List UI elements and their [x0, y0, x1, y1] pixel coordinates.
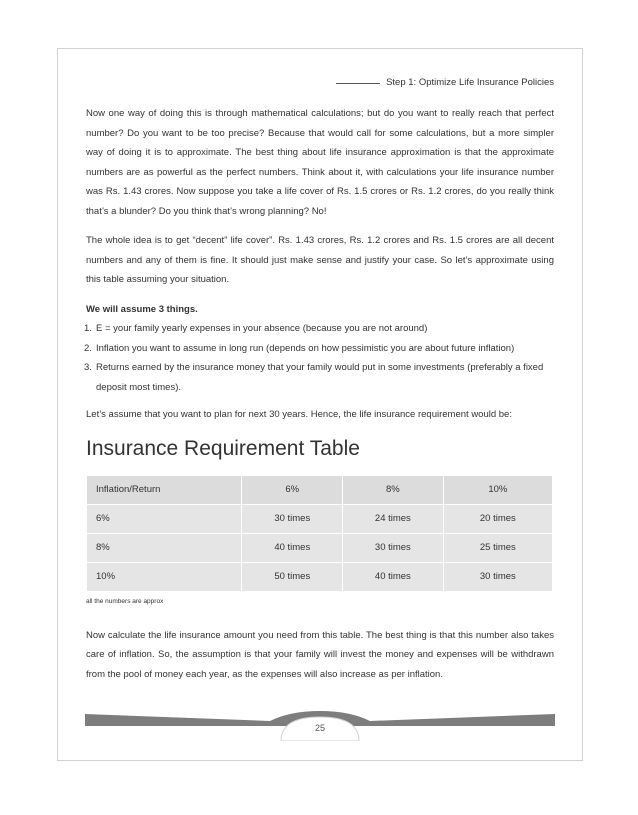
header-rule — [336, 83, 380, 84]
table-cell: 30 times — [343, 533, 444, 562]
table-row — [87, 562, 553, 591]
table-header-row — [87, 475, 553, 504]
running-header — [58, 77, 554, 88]
table-cell: 25 times — [443, 533, 552, 562]
list-text: E = your family yearly expenses in your absence (because you are not around) — [96, 323, 428, 334]
header-title: Step 1: Optimize Life Insurance Policies — [386, 77, 554, 88]
table-cell: 8% — [87, 533, 242, 562]
table-header-cell: 6% — [242, 475, 343, 504]
table-cell: 40 times — [242, 533, 343, 562]
table-cell: 20 times — [443, 504, 552, 533]
list-number: 2. — [84, 342, 92, 354]
table-row — [87, 533, 553, 562]
document-page — [57, 48, 583, 761]
assumptions-list — [86, 319, 554, 397]
list-number: 3. — [84, 362, 92, 373]
list-number: 1. — [84, 323, 92, 334]
table-cell: 6% — [87, 504, 242, 533]
list-item — [86, 339, 554, 359]
table-cell: 30 times — [443, 562, 552, 591]
table-cell: 40 times — [343, 562, 444, 591]
table-heading: Insurance Requirement Table — [86, 436, 360, 460]
page-footer — [85, 711, 555, 751]
assumptions-title: We will assume 3 things. — [86, 303, 198, 315]
table-cell: 10% — [87, 562, 242, 591]
table-header-cell: Inflation/Return — [87, 475, 242, 504]
table-cell: 50 times — [242, 562, 343, 591]
table-note: all the numbers are approx — [86, 597, 164, 605]
paragraph-decent-cover: The whole idea is to get “decent” life cover”. Rs. 1.43 crores, Rs. 1.2 crores and Rs. 1.5 crores are all decent numbers and any of them is fine. It should just make sense and justify your case. So let’s approximate using this table assuming your situation. — [86, 235, 554, 285]
paragraph-intro: Now one way of doing this is through mathematical calculations; but do you want to really reach that perfect number? Do you want to be too precise? Because that would call for some calculations, but a more simpler way of doing it is to approximate. The best thing about life insurance approximation is that the approximate numbers are as powerful as the perfect numbers. Think about it, with calculations your life insurance number was Rs. 1.43 crores. Now suppose you take a life cover of Rs. 1.5 crores or Rs. 1.2 crores, do you really think that’s a blunder? Do you think that’s wrong planning? No! — [86, 108, 554, 217]
footer-mask — [275, 741, 365, 751]
table-cell: 30 times — [242, 504, 343, 533]
insurance-requirement-table — [86, 475, 553, 592]
list-item — [86, 358, 554, 397]
table-header-cell: 10% — [443, 475, 552, 504]
list-text: Inflation you want to assume in long run (depends on how pessimistic you are about future inflation) — [96, 342, 515, 354]
table-row — [87, 504, 553, 533]
table-cell: 24 times — [343, 504, 444, 533]
page-body — [86, 104, 554, 694]
paragraph-calculate: Now calculate the life insurance amount you need from this table. The best thing is that this number also takes care of inflation. So, the assumption is that your family will invest the money and expenses will be withdrawn from the pool of money each year, as the expenses will also increase as per inflation. — [86, 629, 554, 680]
page-number: 25 — [314, 723, 325, 733]
list-text: Returns earned by the insurance money that your family would put in some investments (preferably a fixed deposit most times). — [96, 362, 544, 393]
paragraph-plan-years: Let’s assume that you want to plan for next 30 years. Hence, the life insurance requirement would be: — [86, 409, 512, 420]
list-item — [86, 319, 554, 339]
table-header-cell: 8% — [343, 475, 444, 504]
